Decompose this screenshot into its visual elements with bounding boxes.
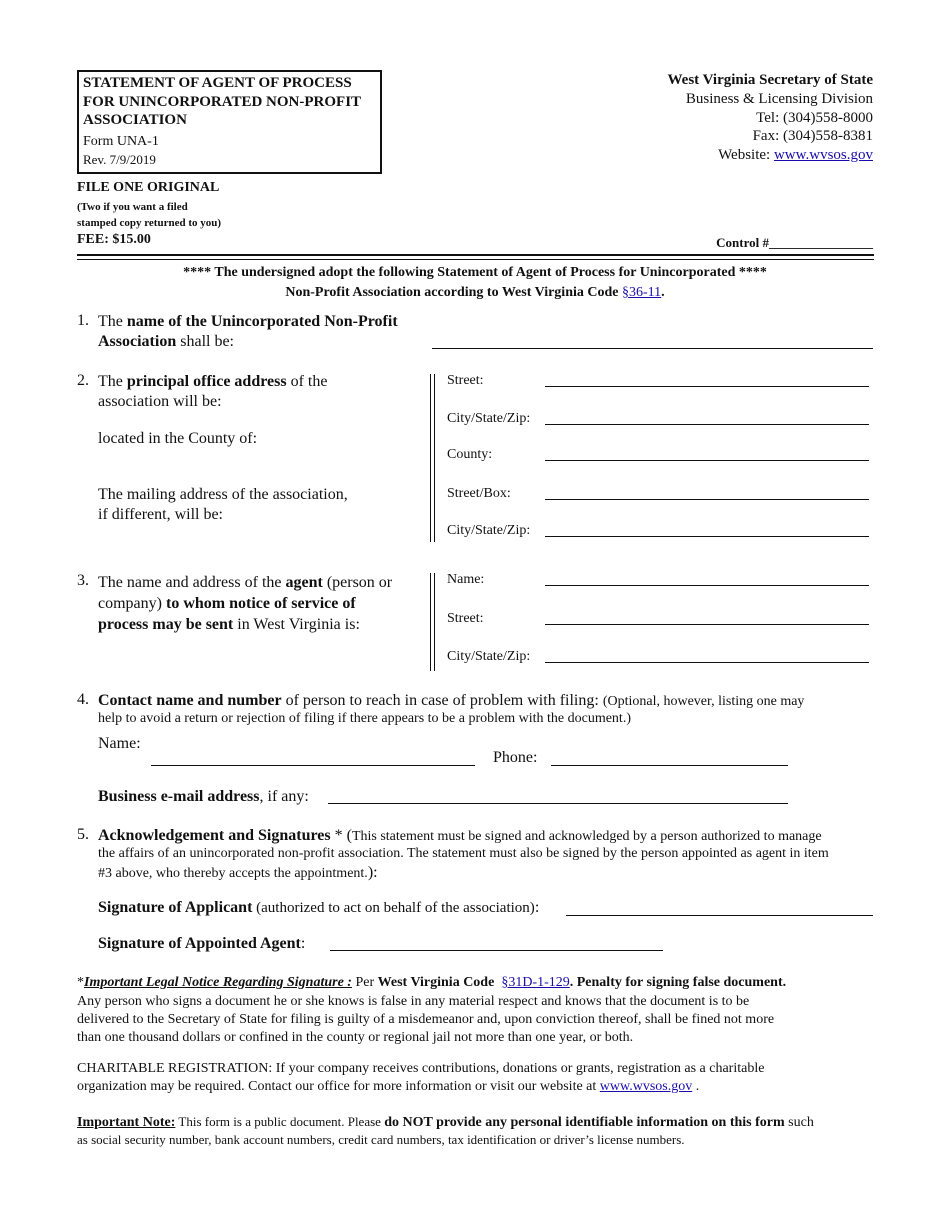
item1-t2: shall be: (176, 333, 234, 350)
contact-phone-label: Phone: (493, 749, 538, 766)
item2-mail-city-label: City/State/Zip: (447, 523, 531, 538)
item2-t2: association will be: (98, 393, 222, 410)
header-rule (77, 254, 874, 260)
important-t1b: do NOT (384, 1115, 433, 1130)
important-t1c: provide any personal identifiable information on this form (432, 1115, 785, 1130)
email-label: , if any: (259, 788, 309, 805)
intro-line2-end: . (661, 285, 665, 300)
item2-mail1: The mailing address of the association, (98, 486, 348, 503)
item5-line3 (98, 864, 378, 882)
item4-t1b: Contact name and number (98, 692, 282, 709)
item4-t1: of person to reach in case of problem with filing: (281, 692, 603, 709)
item5-t1: * ( (330, 827, 352, 844)
contact-name-field[interactable] (151, 765, 475, 766)
item4-text (98, 691, 878, 712)
legal-per: Per (351, 975, 378, 990)
charitable-website-link[interactable]: www.wvsos.gov (599, 1079, 693, 1094)
contact-name-label: Name: (98, 735, 141, 752)
item5-line2: the affairs of an unincorporated non-profit association. The statement must also be signed by the person appointed as agent in item (98, 846, 829, 861)
form-number: Form UNA-1 (83, 134, 159, 149)
intro-line1: **** The undersigned adopt the following Statement of Agent of Process for Unincorporated **** (183, 265, 767, 280)
copies-note-1: (Two if you want a filed (77, 201, 188, 213)
item5-t3e: ): (367, 864, 378, 881)
legal-star: * (77, 975, 84, 990)
important-note-line1 (77, 1114, 814, 1131)
item3-text (98, 572, 392, 635)
item2-county-text: located in the County of: (98, 430, 258, 447)
office-website (718, 147, 873, 164)
item3-t3b: process may be sent (98, 616, 234, 633)
item2-number: 2. (77, 372, 89, 389)
legal-code: West Virginia Code (377, 975, 495, 990)
code-31d-1-129-link[interactable]: §31D-1-129 (501, 975, 570, 990)
applicant-sig-end: : (534, 899, 540, 916)
item3-t1c: (person or (322, 574, 393, 591)
office-name: West Virginia Secretary of State (667, 72, 873, 88)
agent-sig-bold: Signature of Appointed Agent (98, 935, 301, 952)
item2-street-label: Street: (447, 373, 484, 388)
control-number: Control #________________ (716, 235, 873, 250)
intro-line2 (0, 285, 950, 301)
office-tel: Tel: (304)558-8000 (756, 110, 873, 126)
agent-street-field[interactable] (545, 624, 869, 625)
item1-t1b: name of the Unincorporated Non-Profit (126, 313, 398, 330)
item1-t1: The (98, 313, 127, 330)
item1-number: 1. (77, 312, 89, 329)
form-title-line3: ASSOCIATION (83, 112, 187, 128)
item3-divider (430, 573, 435, 671)
agent-name-label: Name: (447, 572, 485, 587)
charitable-line2 (77, 1079, 699, 1095)
item3-t2b: to whom notice of service of (165, 595, 356, 612)
legal-notice-line1 (77, 975, 786, 991)
website-link[interactable]: www.wvsos.gov (773, 147, 873, 163)
agent-signature-text (98, 934, 305, 954)
item5-text (98, 826, 888, 847)
item3-t2: company) (98, 595, 166, 612)
copies-note-2: stamped copy returned to you) (77, 217, 222, 229)
item3-t1b: agent (285, 574, 323, 591)
office-fax: Fax: (304)558-8381 (752, 128, 873, 144)
item1-text (98, 312, 398, 352)
legal-notice-line3: delivered to the Secretary of State for filing is guilty of a misdemeanor and, upon conviction thereof, shall be fined not more (77, 1012, 775, 1027)
form-title-line2: FOR UNINCORPORATED NON-PROFIT (83, 94, 362, 110)
item2-text (98, 372, 327, 412)
item5-t3s: #3 above, who thereby accepts the appointment. (98, 866, 368, 881)
website-label: Website: (718, 147, 774, 163)
item2-county-field[interactable] (545, 460, 869, 461)
item1-t2b: Association (98, 333, 177, 350)
charitable-line1: CHARITABLE REGISTRATION: If your company receives contributions, donations or grants, registration as a charitable (77, 1061, 765, 1076)
item2-t1b: principal office address (126, 373, 287, 390)
important-note-label: Important Note: (77, 1115, 176, 1130)
item2-mailing-text (98, 485, 348, 525)
division-name: Business & Licensing Division (685, 91, 873, 107)
item5-t1s: This statement must be signed and acknowledged by a person authorized to manage (351, 829, 822, 844)
intro-line2-text: Non-Profit Association according to West Virginia Code (285, 285, 622, 300)
item3-number: 3. (77, 572, 89, 589)
file-one-original: FILE ONE ORIGINAL (77, 180, 220, 195)
item2-city-label: City/State/Zip: (447, 411, 531, 426)
applicant-signature-field[interactable] (566, 915, 873, 916)
item3-t1: The name and address of the (98, 574, 286, 591)
applicant-sig-sub: (authorized to act on behalf of the association) (252, 900, 535, 916)
important-t1: This form is a public document. Please (175, 1114, 385, 1129)
agent-city-label: City/State/Zip: (447, 649, 531, 664)
applicant-sig-bold: Signature of Applicant (98, 899, 253, 916)
code-36-11-link[interactable]: §36-11 (622, 285, 662, 300)
agent-signature-field[interactable] (330, 950, 663, 951)
association-name-field[interactable] (432, 348, 873, 349)
item4-line2: help to avoid a return or rejection of filing if there appears to be a problem with the document.) (98, 711, 631, 726)
important-note-line2: as social security number, bank account numbers, credit card numbers, tax identification or driver’s license numbers. (77, 1132, 685, 1147)
item2-city-field[interactable] (545, 424, 869, 425)
item4-t1s: (Optional, however, listing one may (602, 694, 805, 709)
applicant-signature-text (98, 898, 539, 918)
item5-t1b: Acknowledgement and Signatures (98, 827, 331, 844)
item2-t1c: of the (286, 373, 328, 390)
email-field[interactable] (328, 803, 788, 804)
charitable-end: . (692, 1079, 700, 1094)
item2-county-label: County: (447, 447, 493, 462)
email-label-bold: Business e-mail address (98, 788, 260, 805)
agent-street-label: Street: (447, 611, 484, 626)
legal-notice-title: Important Legal Notice Regarding Signature : (84, 975, 352, 990)
item2-divider (430, 374, 435, 542)
agent-city-field[interactable] (545, 662, 869, 663)
item2-mail-street-field[interactable] (545, 499, 869, 500)
important-t1d: such (784, 1115, 814, 1130)
item2-mail2: if different, will be: (98, 506, 223, 523)
contact-phone-field[interactable] (551, 765, 788, 766)
agent-sig-end: : (300, 935, 306, 952)
email-text (98, 787, 309, 807)
item5-number: 5. (77, 826, 89, 843)
form-title-line1: STATEMENT OF AGENT OF PROCESS (83, 75, 352, 91)
legal-notice-line4: than one thousand dollars or confined in the county or regional jail not more than one year, or both. (77, 1030, 634, 1045)
item3-t3: in West Virginia is: (233, 616, 360, 633)
form-revision: Rev. 7/9/2019 (83, 152, 156, 167)
item2-mail-city-field[interactable] (545, 536, 869, 537)
item2-mail-street-label: Street/Box: (447, 486, 511, 501)
item2-t1: The (98, 373, 127, 390)
legal-notice-line2: Any person who signs a document he or she knows is false in any material respect and knows that the document is to be (77, 994, 750, 1009)
item4-number: 4. (77, 691, 89, 708)
item2-street-field[interactable] (545, 386, 869, 387)
legal-penalty: . Penalty for signing false document. (569, 975, 787, 990)
filing-fee: FEE: $15.00 (77, 232, 151, 247)
charitable-text: organization may be required. Contact our office for more information or visit our website at (77, 1079, 600, 1094)
agent-name-field[interactable] (545, 585, 869, 586)
